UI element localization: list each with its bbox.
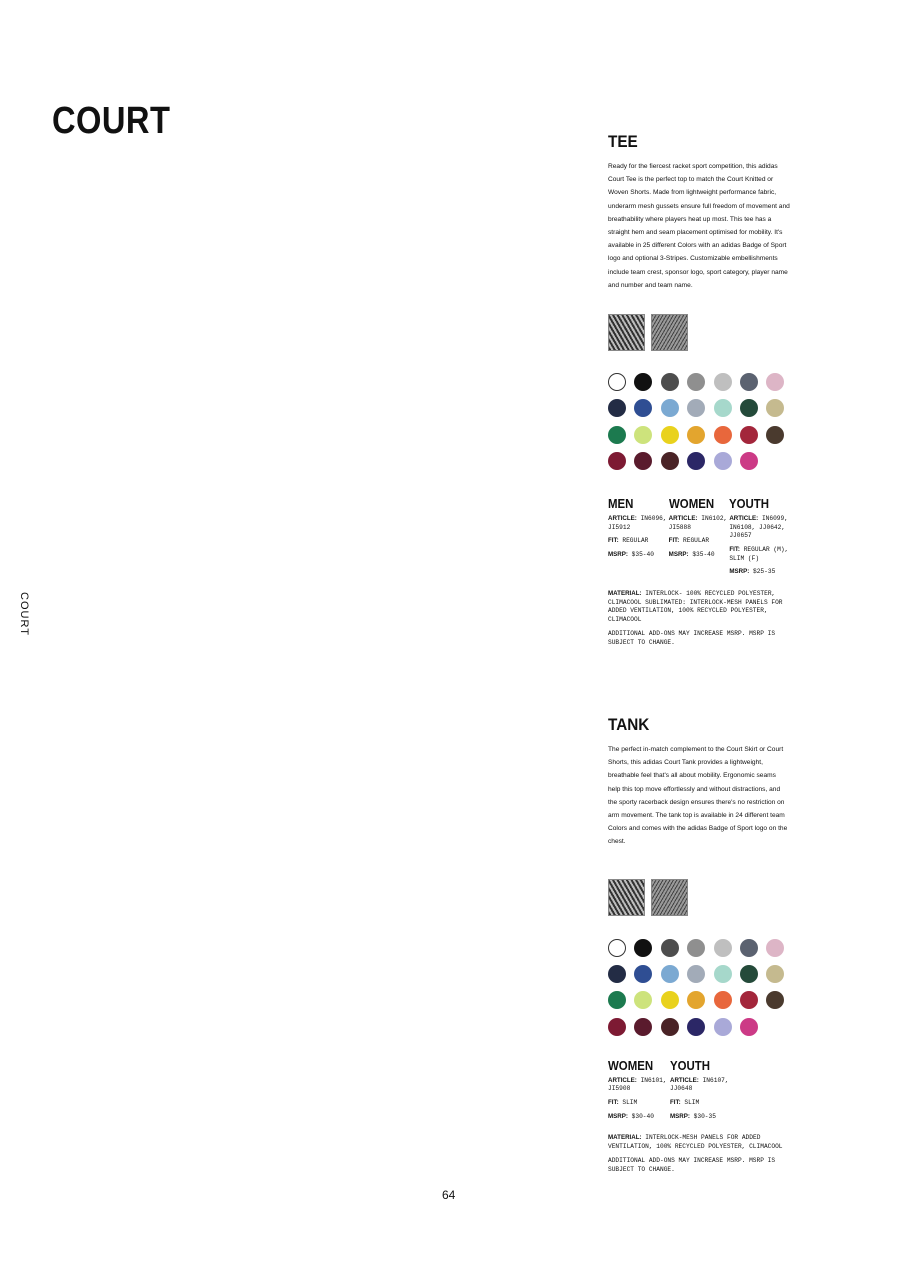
tee-msrp-note: ADDITIONAL ADD-ONS MAY INCREASE MSRP. MSRP IS SUBJECT TO CHANGE.	[608, 629, 776, 646]
material-text: INTERLOCK- 100% RECYCLED POLYESTER, CLIMACOOL SUBLIMATED: INTERLOCK-MESH PANELS FOR ADDED VENTILATION, 100% RECYCLED POLYESTER, CLIMACOOL	[608, 589, 783, 624]
color-dot	[634, 426, 652, 444]
msrp-value: $30-40	[631, 1112, 654, 1120]
msrp-label: MSRP:	[729, 568, 750, 576]
color-dot	[766, 426, 784, 444]
msrp-label: MSRP:	[670, 1112, 690, 1120]
tank-fabric-swatches	[608, 879, 790, 916]
tank-material	[608, 1134, 790, 1152]
color-dot	[740, 452, 758, 470]
color-dot	[661, 965, 679, 983]
color-dot	[740, 991, 758, 1009]
spec-article	[608, 1077, 670, 1094]
fabric-swatch-interlock	[608, 314, 645, 351]
color-dot	[714, 991, 732, 1009]
color-dot	[740, 1018, 758, 1036]
article-label: ARTICLE:	[729, 515, 759, 523]
spec-fit	[608, 1099, 670, 1108]
spec-fit	[608, 537, 669, 546]
color-dot	[740, 373, 758, 391]
fit-label: FIT:	[668, 537, 680, 545]
color-dot	[661, 399, 679, 417]
color-dot	[687, 991, 705, 1009]
color-dot	[661, 373, 679, 391]
color-dot	[608, 426, 626, 444]
color-dot	[634, 399, 652, 417]
color-dot	[608, 452, 626, 470]
tee-specs	[608, 496, 790, 582]
color-dot	[766, 399, 784, 417]
spec-fit	[729, 546, 790, 563]
color-dot	[766, 939, 784, 957]
spec-column-women	[608, 1058, 670, 1126]
fabric-swatch-mesh	[651, 879, 688, 916]
tee-color-palette	[608, 373, 790, 470]
spec-fit	[670, 1099, 732, 1108]
color-dot	[687, 373, 705, 391]
fit-value: REGULAR	[622, 537, 649, 545]
tank-specs	[608, 1058, 790, 1126]
material-text: INTERLOCK-MESH PANELS FOR ADDED VENTILATION, 100% RECYCLED POLYESTER, CLIMACOOL	[608, 1134, 783, 1150]
msrp-label: MSRP:	[668, 550, 689, 558]
color-dot	[634, 1018, 652, 1036]
article-value: IN6099, IN6108, JJ0642, JJ0657	[729, 515, 788, 540]
tee-section	[608, 132, 790, 648]
msrp-value: $25-35	[753, 568, 776, 576]
tee-fabric-swatches	[608, 314, 790, 351]
color-dot	[608, 399, 626, 417]
color-dot	[714, 1018, 732, 1036]
page-number: 64	[442, 1188, 456, 1202]
color-dot	[687, 426, 705, 444]
spec-heading: MEN	[608, 496, 634, 512]
tank-color-palette	[608, 939, 790, 1036]
color-dot	[687, 399, 705, 417]
color-dot	[714, 452, 732, 470]
color-dot	[687, 452, 705, 470]
tank-title: TANK	[608, 715, 650, 734]
fit-label: FIT:	[670, 1098, 681, 1106]
color-dot	[608, 991, 626, 1009]
spec-article	[670, 1077, 732, 1094]
color-dot	[661, 452, 679, 470]
spec-column-youth	[670, 1058, 732, 1126]
color-dot	[740, 426, 758, 444]
spec-msrp	[670, 1113, 732, 1122]
fit-value: SLIM	[622, 1098, 638, 1106]
page-title: COURT	[52, 100, 171, 142]
color-dot	[634, 939, 652, 957]
color-dot	[740, 939, 758, 957]
color-dot	[714, 965, 732, 983]
color-dot	[687, 965, 705, 983]
article-value: IN6101, JI5908	[608, 1076, 667, 1093]
color-dot	[714, 373, 732, 391]
article-value: IN6107, JJ0648	[670, 1076, 729, 1093]
fabric-swatch-sublimated	[651, 314, 688, 351]
msrp-value: $35-40	[631, 550, 654, 558]
article-label: ARTICLE:	[608, 515, 637, 523]
color-dot	[714, 399, 732, 417]
spec-column-men	[608, 496, 669, 582]
color-dot	[661, 991, 679, 1009]
color-dot	[608, 965, 626, 983]
spec-column-youth	[729, 496, 790, 582]
article-label: ARTICLE:	[670, 1076, 699, 1084]
spec-msrp	[729, 568, 790, 577]
spec-heading: YOUTH	[670, 1057, 711, 1073]
color-dot	[661, 426, 679, 444]
spec-heading: WOMEN	[608, 1057, 654, 1073]
spec-heading: WOMEN	[668, 496, 714, 512]
spec-fit	[669, 537, 730, 546]
color-dot	[634, 965, 652, 983]
article-value: IN6096, JI5912	[608, 515, 667, 531]
msrp-value: $30-35	[693, 1112, 716, 1120]
color-dot	[687, 939, 705, 957]
color-dot	[714, 939, 732, 957]
color-dot	[687, 1018, 705, 1036]
spec-msrp	[669, 551, 730, 560]
color-dot	[740, 399, 758, 417]
material-label: MATERIAL:	[608, 589, 642, 597]
tee-material	[608, 590, 790, 625]
tank-msrp-note: ADDITIONAL ADD-ONS MAY INCREASE MSRP. MSRP IS SUBJECT TO CHANGE.	[608, 1156, 776, 1173]
article-label: ARTICLE:	[608, 1076, 637, 1084]
spec-article	[608, 515, 669, 532]
color-dot	[661, 939, 679, 957]
tee-description: Ready for the fiercest racket sport competition, this adidas Court Tee is the perfect top to match the Court Knitted or Woven Shorts. Made from lightweight performance fabric, underarm mesh gussets ensure full freedom of movement and breathability where players heat up most. This tee has a straight hem and seam placement optimised for mobility. It's available in 25 different Colors with an adidas Badge of Sport logo and optional 3-Stripes. Customizable embellishments include team crest, sponsor logo, sport category, player name and number and team name.	[608, 163, 790, 289]
msrp-value: $35-40	[692, 550, 715, 558]
spec-msrp	[608, 551, 669, 560]
tee-title: TEE	[608, 132, 638, 151]
fabric-swatch-interlock	[608, 879, 645, 916]
fit-label: FIT:	[608, 537, 619, 545]
color-dot	[634, 452, 652, 470]
color-dot	[634, 373, 652, 391]
spec-article	[669, 515, 730, 532]
material-label: MATERIAL:	[608, 1134, 642, 1142]
article-label: ARTICLE:	[668, 515, 698, 523]
color-dot	[608, 1018, 626, 1036]
color-dot	[766, 991, 784, 1009]
color-dot	[661, 1018, 679, 1036]
spec-column-women	[669, 496, 730, 582]
fit-label: FIT:	[608, 1098, 619, 1106]
fit-value: REGULAR	[683, 537, 710, 545]
fit-value: REGULAR (M), SLIM (F)	[729, 545, 789, 562]
color-dot	[740, 965, 758, 983]
spec-msrp	[608, 1113, 670, 1122]
fit-value: SLIM	[684, 1098, 700, 1106]
color-dot	[766, 965, 784, 983]
fit-label: FIT:	[729, 545, 740, 553]
article-value: IN6102, JI5888	[668, 515, 728, 531]
tank-description: The perfect in-match complement to the Court Skirt or Court Shorts, this adidas Court Tank provides a lightweight, breathable feel that's all about mobility. Ergonomic seams help this top move effortlessly and without distractions, and the sporty racerback design ensures there's no restriction on arm movement. The tank top is available in 24 different team Colors and comes with the adidas Badge of Sport logo on the chest.	[608, 746, 788, 846]
color-dot	[634, 991, 652, 1009]
color-dot	[608, 373, 626, 391]
color-dot	[714, 426, 732, 444]
tank-section	[608, 715, 790, 1174]
side-section-label: COURT	[18, 592, 30, 636]
msrp-label: MSRP:	[608, 550, 628, 558]
spec-article	[729, 515, 790, 541]
color-dot	[608, 939, 626, 957]
msrp-label: MSRP:	[608, 1112, 628, 1120]
spec-heading: YOUTH	[729, 496, 770, 512]
color-dot	[766, 373, 784, 391]
